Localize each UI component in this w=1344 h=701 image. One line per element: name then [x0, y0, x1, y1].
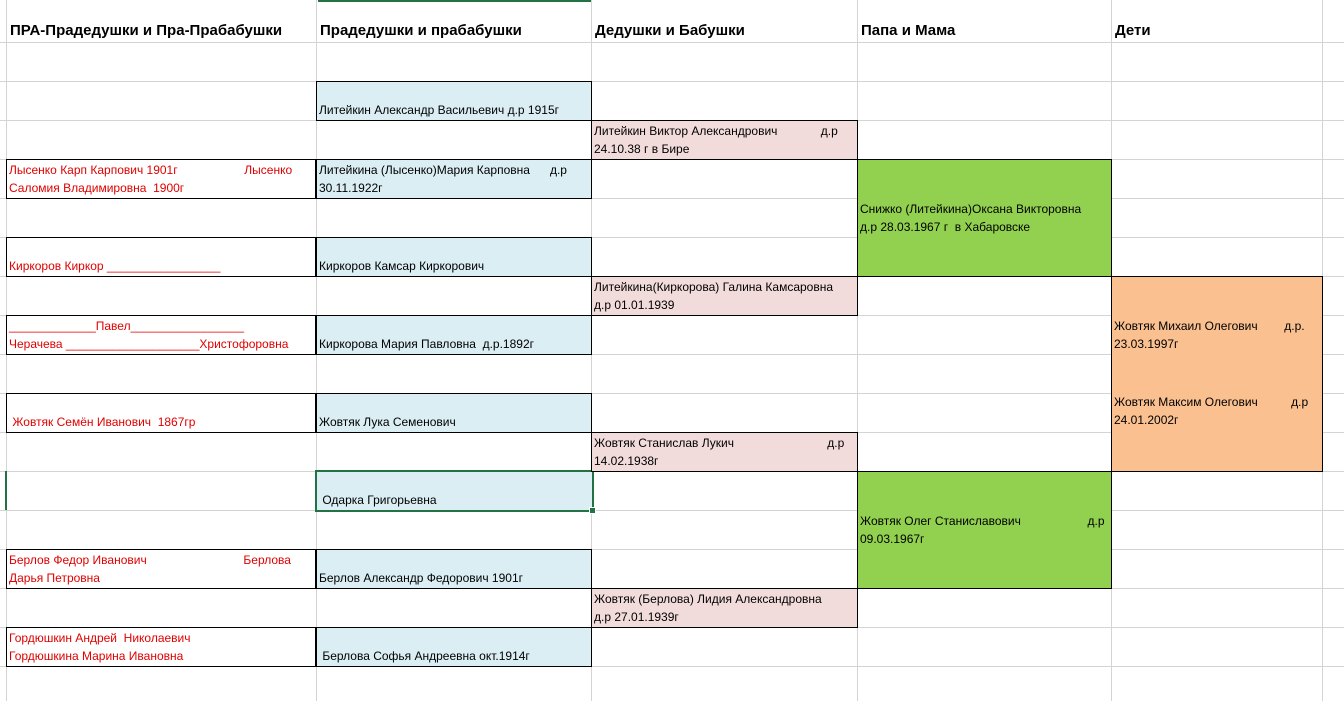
cell-great-great-zhovtyak[interactable] [6, 393, 316, 433]
cell-great-odarka-selected[interactable] [315, 470, 594, 512]
header-great-grandparents[interactable]: Прадедушки и прабабушки [320, 22, 522, 39]
cell-line: 14.02.1938г [594, 454, 659, 468]
cell-line: _____________Павел_________________ [9, 319, 245, 333]
cell-grand-liteikina[interactable] [591, 276, 858, 316]
cell-line: д.р 01.01.1939 [594, 298, 675, 312]
cell-line: Литейкина(Киркорова) Галина Камсаровна [594, 280, 834, 294]
cell-children[interactable] [1111, 276, 1323, 472]
cell-great-liteikina[interactable] [316, 159, 592, 199]
cell-line: Киркоров Киркор _________________ [9, 259, 221, 273]
cell-great-great-gordyushkin[interactable] [6, 627, 316, 667]
cell-great-kirkorova[interactable] [316, 315, 592, 355]
row-selection-indicator [5, 471, 7, 510]
cell-line: Снижко (Литейкина)Оксана Викторовна [860, 201, 1082, 216]
cell-line: Черачева ____________________Христофоровна [9, 337, 289, 351]
cell-line: д.р 27.01.1939г [594, 610, 679, 624]
header-grandparents[interactable]: Дедушки и Бабушки [595, 22, 745, 39]
cell-line: 24.10.38 г в Бире [594, 142, 690, 156]
cell-line: 24.01.2002г [1114, 413, 1179, 427]
cell-line: Жовтяк Максим Олегович д.р [1114, 395, 1309, 409]
cell-line: Жовтяк Семён Иванович 1867гр [9, 415, 196, 429]
cell-line: Литейкин Александр Васильевич д.р 1915г [319, 103, 559, 117]
gridline [0, 81, 1344, 82]
cell-line: Берлов Александр Федорович 1901г [319, 571, 523, 585]
cell-line: Гордюшкин Андрей Николаевич [9, 631, 191, 645]
cell-great-great-pavel[interactable] [6, 315, 316, 355]
cell-spacer [1114, 353, 1320, 393]
cell-grand-zhovtyak[interactable] [591, 432, 858, 472]
cell-great-kirkorov[interactable] [316, 237, 592, 277]
cell-line: 23.03.1997г [1114, 337, 1179, 351]
cell-parent-zhovtyak-oleg[interactable] [857, 471, 1112, 589]
cell-line: Литейкина (Лысенко)Мария Карповна д.р [319, 163, 567, 177]
cell-line: Дарья Петровна [9, 571, 100, 585]
cell-parent-snizhko[interactable] [857, 159, 1112, 277]
cell-great-great-lysenko[interactable] [6, 159, 316, 199]
cell-line: Киркорова Мария Павловна д.р.1892г [319, 337, 535, 351]
cell-line: Жовтяк (Берлова) Лидия Александровна [594, 592, 822, 606]
cell-line: Жовтяк Лука Семенович [319, 415, 456, 429]
cell-line: Жовтяк Михаил Олегович д.р. [1114, 319, 1305, 333]
header-children[interactable]: Дети [1115, 22, 1151, 39]
cell-line: Одарка Григорьевна [319, 493, 437, 507]
cell-line: Берлова Софья Андреевна окт.1914г [319, 649, 530, 663]
cell-line: д.р 28.03.1967 г в Хабаровске [860, 219, 1031, 234]
cell-line: Саломия Владимировна 1900г [9, 181, 185, 195]
cell-great-berlova[interactable] [316, 627, 592, 667]
cell-line: Киркоров Камсар Киркорович [319, 259, 485, 273]
fill-handle[interactable] [589, 507, 596, 514]
cell-line: 09.03.1967г [860, 531, 925, 546]
gridline [0, 510, 1344, 511]
cell-line: Гордюшкина Марина Ивановна [9, 649, 184, 663]
cell-great-great-kirkorov[interactable] [6, 237, 316, 277]
column-selection-indicator [318, 0, 591, 2]
cell-great-liteikin[interactable] [316, 81, 592, 121]
cell-grand-liteikin[interactable] [591, 120, 858, 160]
cell-line: 30.11.1922г [319, 181, 383, 195]
cell-grand-zhovtyak-berlova[interactable] [591, 588, 858, 628]
cell-line: Жовтяк Олег Станиславович д.р [860, 513, 1105, 528]
gridline [0, 42, 1344, 43]
cell-great-berlov[interactable] [316, 549, 592, 589]
cell-great-great-berlov[interactable] [6, 549, 316, 589]
cell-great-zhovtyak-luka[interactable] [316, 393, 592, 433]
cell-line: Лысенко Карп Карпович 1901г Лысенко [9, 163, 293, 177]
header-great-great-grandparents[interactable]: ПРА-Прадедушки и Пра-Прабабушки [10, 22, 283, 39]
cell-line: Жовтяк Станислав Лукич д.р [594, 436, 845, 450]
cell-line: Берлов Федор Иванович Берлова [9, 553, 291, 567]
cell-line: Литейкин Виктор Александрович д.р [594, 124, 838, 138]
header-parents[interactable]: Папа и Мама [861, 22, 956, 39]
